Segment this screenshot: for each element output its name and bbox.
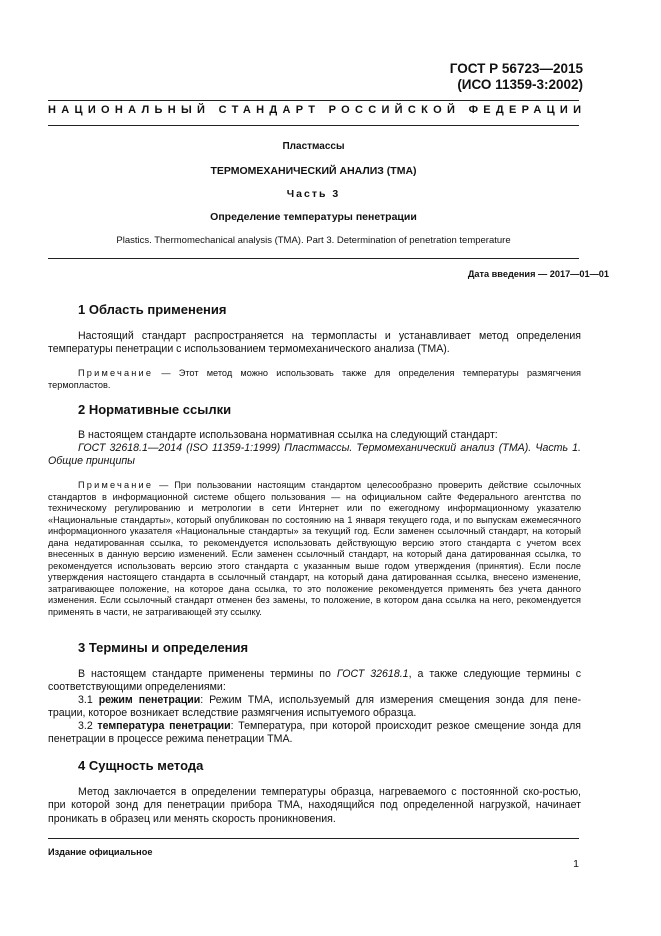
section-1-text: Настоящий стандарт распространяется на термопласты и устанавливает метод определения температуры пенетрации с использованием термомеханического анализа (ТМА). (48, 330, 581, 356)
title-category: Пластмассы (282, 141, 345, 152)
term-name: режим пенетрации (98, 694, 201, 706)
title-subtitle: Определение температуры пенетрации (210, 211, 417, 223)
section-4-heading: 4 Сущность метода (78, 758, 204, 773)
text-part: В настоящем стандарте применены термины по (78, 668, 337, 680)
standard-number-block (450, 61, 583, 93)
title-english: Plastics. Thermomechanical analysis (TMA). Part 3. Determination of penetration temperature (116, 235, 511, 246)
section-2-text: В настоящем стандарте использована нормативная ссылка на следующий стандарт: (78, 429, 498, 441)
term-number: 3.2 (78, 720, 98, 732)
term-definition: : Температура, при которой происходит резкое смещение зонда для пенетрации в процессе режима пенетрации ТМА. (48, 720, 582, 746)
title-part: Часть 3 (286, 188, 341, 200)
footer-rule (48, 838, 579, 839)
section-1-heading: 1 Область применения (78, 302, 227, 317)
section-2-heading: 2 Нормативные ссылки (78, 402, 232, 417)
section-1-note (48, 368, 581, 391)
page-number: 1 (573, 858, 579, 870)
note-text: — Этот метод можно использовать также для определения температуры размягчения термопластов. (48, 368, 581, 390)
section-3-heading: 3 Термины и определения (78, 640, 249, 655)
term-3-1 (48, 694, 581, 721)
normative-reference: ГОСТ 32618.1—2014 (ISO 11359-1:1999) Пластмассы. Термомеханический анализ (ТМА). Часть 1. Общие принципы (48, 442, 581, 468)
title-rule (48, 258, 579, 259)
title-main: ТЕРМОМЕХАНИЧЕСКИЙ АНАЛИЗ (ТМА) (210, 165, 417, 177)
section-4-text: Метод заключается в определении температуры образца, нагреваемого с постоянной ско-ростью, при которой зонд для пенетрации прибора ТМА, находящийся под определенной нагрузкой, начинает проникать в образец или менять скорость проникновения. (48, 786, 581, 825)
term-3-2 (48, 720, 581, 747)
section-2-note (48, 480, 581, 618)
note-label: Примечание (78, 368, 154, 378)
banner-rule (48, 125, 579, 126)
official-edition-label: Издание официальное (48, 847, 153, 857)
section-3-text (48, 668, 581, 695)
national-standard-banner: НАЦИОНАЛЬНЫЙ СТАНДАРТ РОССИЙСКОЙ ФЕДЕРАЦИИ (48, 104, 587, 116)
standard-number: ГОСТ Р 56723—2015 (449, 61, 583, 76)
introduction-date: Дата введения — 2017—01—01 (467, 269, 609, 279)
term-name: температура пенетрации (97, 720, 231, 732)
text-part: , а также следующие термины с соответствующими определениями: (48, 668, 582, 694)
standard-reference: ГОСТ 32618.1 (336, 668, 409, 680)
iso-number: (ИСО 11359-3:2002) (457, 77, 583, 92)
term-definition: : Режим ТМА, используемый для измерения смещения зонда для пене-трации, которое возникает вследствие размягчения испытуемого образца. (48, 694, 582, 720)
term-number: 3.1 (78, 694, 99, 706)
note-label: Примечание (78, 480, 154, 490)
top-rule (48, 100, 579, 101)
note-text: — При пользовании настоящим стандартом целесообразно проверить действие ссылочных стандартов в информационной системе общего пользования — на официальном сайте Федерального агентства по техническому регулированию и метрологии в сети Интернет или по ежегодному информационному указателю «Национальные стандарты», который опубликован по состоянию на 1 января текущего года, и по выпускам ежемесячного информационного указателя «Национальные стандарты» за текущий год. Если заменен ссылочный стандарт, на который дана недатированная ссылка, то рекомендуется использовать действующую версию этого стандарта с учетом всех внесенных в данную версию изменений. Если заменен ссылочный стандарт, на который дана датированная ссылка, то рекомендуется использовать версию этого стандарта с указанным выше годом утверждения (принятия). Если после утверждения настоящего стандарта в ссылочный стандарт, на который дана датированная ссылка, внесено изменение, затрагивающее положение, на которое дана ссылка, то это положение рекомендуется применять без учета данного изменения. Если ссылочный стандарт отменен без замены, то положение, в котором дана ссылка на него, рекомендуется применять в части, не затрагивающей эту ссылку. (48, 480, 581, 617)
